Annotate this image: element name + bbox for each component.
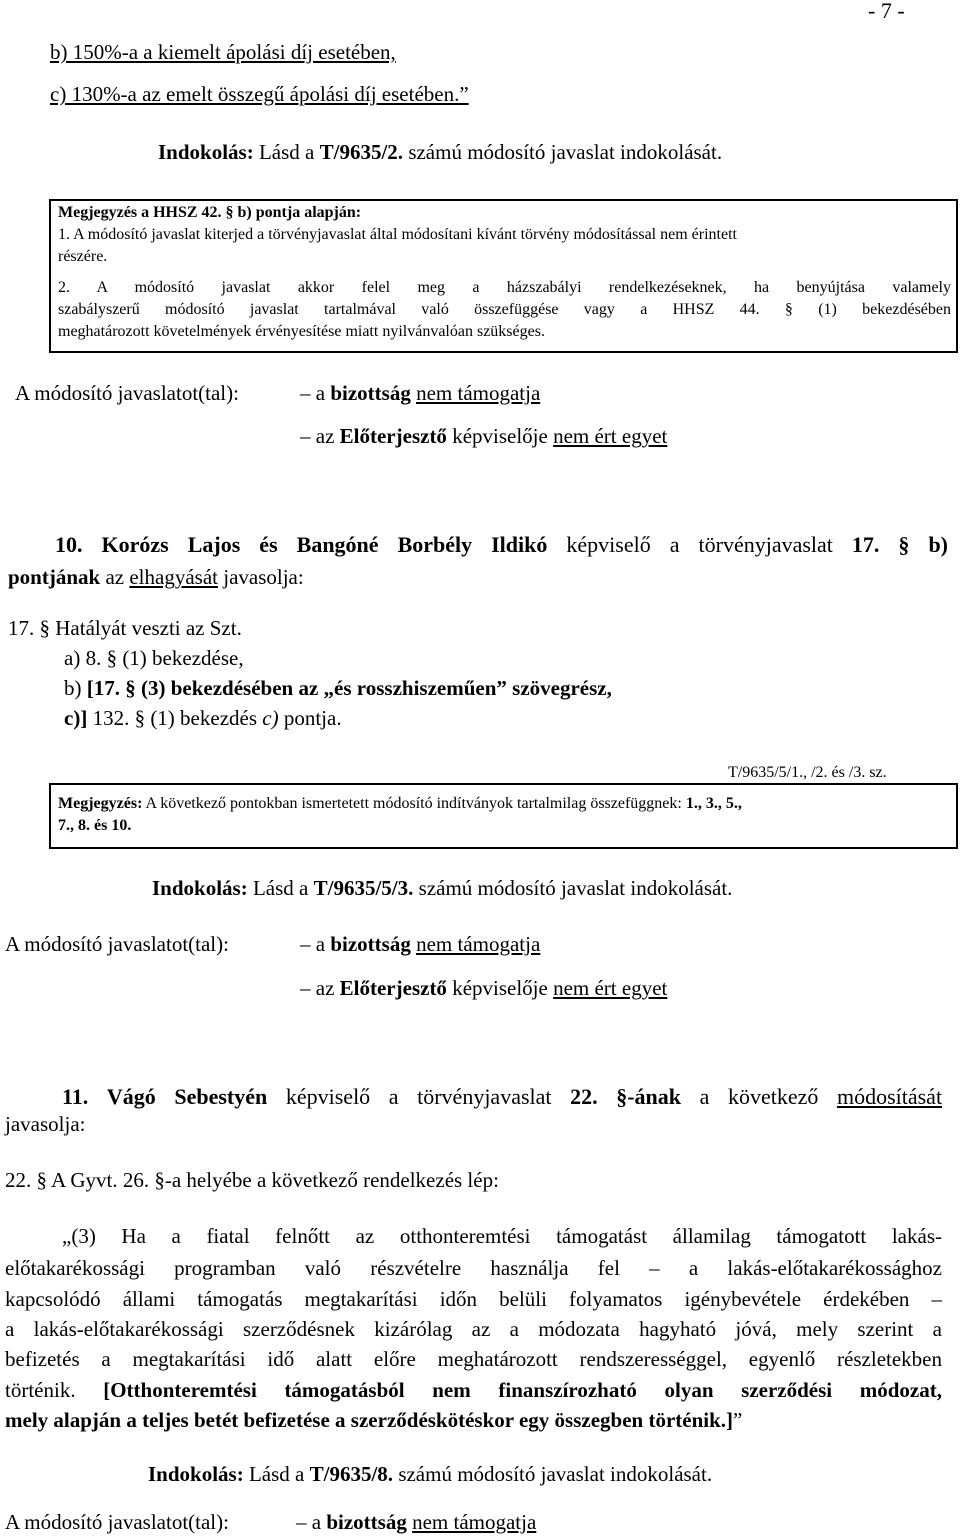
- item-tail: javasolja:: [223, 565, 304, 589]
- item11-heading-line2: javasolja:: [5, 1112, 86, 1136]
- justification-tail: számú módosító javaslat indokolását.: [398, 1462, 713, 1486]
- vote-proposer-mid: képviselője: [452, 976, 548, 1000]
- item-proposers: Vágó Sebestyén: [106, 1084, 268, 1109]
- item-number: 10.: [55, 532, 83, 557]
- item-mid: képviselő a törvényjavaslat: [285, 1084, 552, 1109]
- note-numbers: 1., 3., 5.,: [685, 795, 742, 812]
- note-title: Megjegyzés a HHSZ 42. § b) pontja alapján:: [58, 204, 362, 221]
- paragraph-line: előtakarékossági programban való részvételre használja fel – a lakás-előtakarékossághoz: [5, 1256, 942, 1280]
- justification-ref: T/9635/8.: [309, 1462, 394, 1486]
- vote-prefix: – az: [300, 976, 335, 1000]
- vote-committee-label: bizottság: [326, 1510, 407, 1534]
- justification-ref: T/9635/5/3.: [313, 876, 414, 900]
- paragraph-text: történik.: [5, 1378, 76, 1402]
- paragraph-line: [5, 1378, 942, 1403]
- item-action: módosítását: [836, 1084, 943, 1109]
- note-box-hhsz: [49, 199, 958, 353]
- section-text: a) 8. § (1) bekezdése,: [64, 646, 244, 670]
- vote-committee-result: nem támogatja: [416, 381, 541, 405]
- section-text: [64, 706, 342, 731]
- note-numbers: 7., 8. és 10.: [58, 817, 132, 834]
- section-tail: pontja.: [283, 706, 342, 730]
- paragraph-deleted: [Otthonteremtési támogatásból nem finanszírozható olyan szerződési módozat,: [103, 1378, 943, 1402]
- justification-text: Lásd a: [258, 140, 315, 164]
- justification-label: Indokolás:: [152, 876, 248, 900]
- justification-text: Lásd a: [248, 1462, 305, 1486]
- item-proposers: Korózs Lajos és Bangóné Borbély Ildikó: [101, 532, 548, 557]
- paragraph-line: „(3) Ha a fiatal felnőtt az otthonteremtési támogatást államilag támogatott lakás-: [62, 1224, 942, 1248]
- paragraph-line: [5, 1408, 742, 1433]
- paragraph-line: befizetés a megtakarítási idő alatt előre meghatározott rendszerességgel, egyenlő részletekben: [5, 1347, 942, 1371]
- page-number: - 7 -: [868, 0, 905, 23]
- vote-label: A módosító javaslatot(tal):: [15, 381, 239, 405]
- note-box-related: [49, 783, 958, 849]
- vote-committee-label: bizottság: [330, 381, 411, 405]
- section-letter: b): [64, 676, 82, 700]
- item10-heading: [55, 532, 948, 558]
- justification-3: [148, 1462, 712, 1487]
- vote-proposer: [300, 976, 667, 1001]
- note-label: Megjegyzés:: [58, 795, 143, 812]
- item-tail: a következő: [699, 1084, 819, 1109]
- vote-committee-result: nem támogatja: [412, 1510, 537, 1534]
- justification-2: [152, 876, 732, 901]
- note-line: 1. A módosító javaslat kiterjed a törvényjavaslat által módosítani kívánt törvény módosítással nem érintett: [58, 226, 737, 243]
- vote-prefix: – a: [300, 381, 326, 405]
- vote-label: A módosító javaslatot(tal):: [5, 1510, 229, 1534]
- vote-committee: [300, 381, 540, 406]
- note-line: részére.: [58, 248, 108, 265]
- note-line: 2. A módosító javaslat akkor felel meg a házszabályi rendelkezéseknek, ha benyújtása valamely: [58, 279, 951, 296]
- item-target: pontjának: [8, 565, 101, 589]
- item-ref: 22. §-ának: [570, 1084, 681, 1109]
- item-ref: 17. § b): [851, 532, 949, 557]
- justification-label: Indokolás:: [148, 1462, 244, 1486]
- section-text: [64, 676, 612, 701]
- section-text: 22. § A Gyvt. 26. §-a helyébe a következő rendelkezés lép:: [5, 1168, 499, 1192]
- vote-proposer-result: nem ért egyet: [553, 976, 668, 1000]
- paragraph-quote: ”: [733, 1408, 743, 1432]
- item-mid: az: [105, 565, 125, 589]
- vote-committee: [296, 1510, 536, 1535]
- note-line: [58, 793, 742, 815]
- section-letter: c)]: [64, 706, 88, 730]
- item11-heading: [62, 1084, 942, 1110]
- vote-proposer: [300, 424, 667, 449]
- section-deleted: [17. § (3) bekezdésében az „és rosszhiszeműen” szövegrész,: [86, 676, 612, 700]
- vote-prefix: – az: [300, 424, 335, 448]
- section-body: 132. § (1) bekezdés: [92, 706, 258, 730]
- paragraph-line: kapcsolódó állami támogatás megtakarítási időn belüli folyamatos igénybevétele érdekében –: [5, 1287, 942, 1311]
- paragraph-line: a lakás-előtakarékossági szerződésnek kizárólag az a módozata hagyható jóvá, mely szerint a: [5, 1317, 942, 1341]
- item-mid: képviselő a törvényjavaslat: [566, 532, 833, 557]
- justification-tail: számú módosító javaslat indokolását.: [418, 876, 733, 900]
- vote-proposer-mid: képviselője: [452, 424, 548, 448]
- justification-text: Lásd a: [252, 876, 309, 900]
- justification-ref: T/9635/2.: [319, 140, 404, 164]
- justification-tail: számú módosító javaslat indokolását.: [408, 140, 723, 164]
- justification-1: [158, 140, 722, 165]
- section-text: 17. § Hatályát veszti az Szt.: [8, 616, 242, 640]
- item-action: elhagyását: [129, 565, 218, 589]
- item10-heading-line2: [8, 565, 304, 590]
- item-line-b: b) 150%-a a kiemelt ápolási díj esetében,: [50, 40, 396, 64]
- vote-proposer-result: nem ért egyet: [553, 424, 668, 448]
- item-number: 11.: [62, 1084, 89, 1109]
- note-line: szabályszerű módosító javaslat tartalmával való összefüggése vagy a HHSZ 44. § (1) bekezdésében: [58, 301, 951, 318]
- vote-prefix: – a: [296, 1510, 322, 1534]
- note-line: meghatározott követelmények érvényesítése miatt nyilvánvalóan szükséges.: [58, 323, 545, 340]
- justification-label: Indokolás:: [158, 140, 254, 164]
- vote-committee-label: bizottság: [330, 932, 411, 956]
- item-line-c: c) 130%-a az emelt összegű ápolási díj esetében.”: [50, 82, 469, 106]
- reference-numbers: T/9635/5/1., /2. és /3. sz.: [728, 764, 887, 781]
- vote-label: A módosító javaslatot(tal):: [5, 932, 229, 956]
- paragraph-deleted: mely alapján a teljes betét befizetése a szerződéskötéskor egy összegben történik.]: [5, 1408, 734, 1432]
- section-italic: c): [262, 706, 279, 730]
- vote-proposer-label: Előterjesztő: [339, 424, 447, 448]
- vote-committee: [300, 932, 540, 957]
- vote-prefix: – a: [300, 932, 326, 956]
- vote-proposer-label: Előterjesztő: [339, 976, 447, 1000]
- note-text: A következő pontokban ismertetett módosító indítványok tartalmilag összefüggnek:: [145, 795, 682, 812]
- vote-committee-result: nem támogatja: [416, 932, 541, 956]
